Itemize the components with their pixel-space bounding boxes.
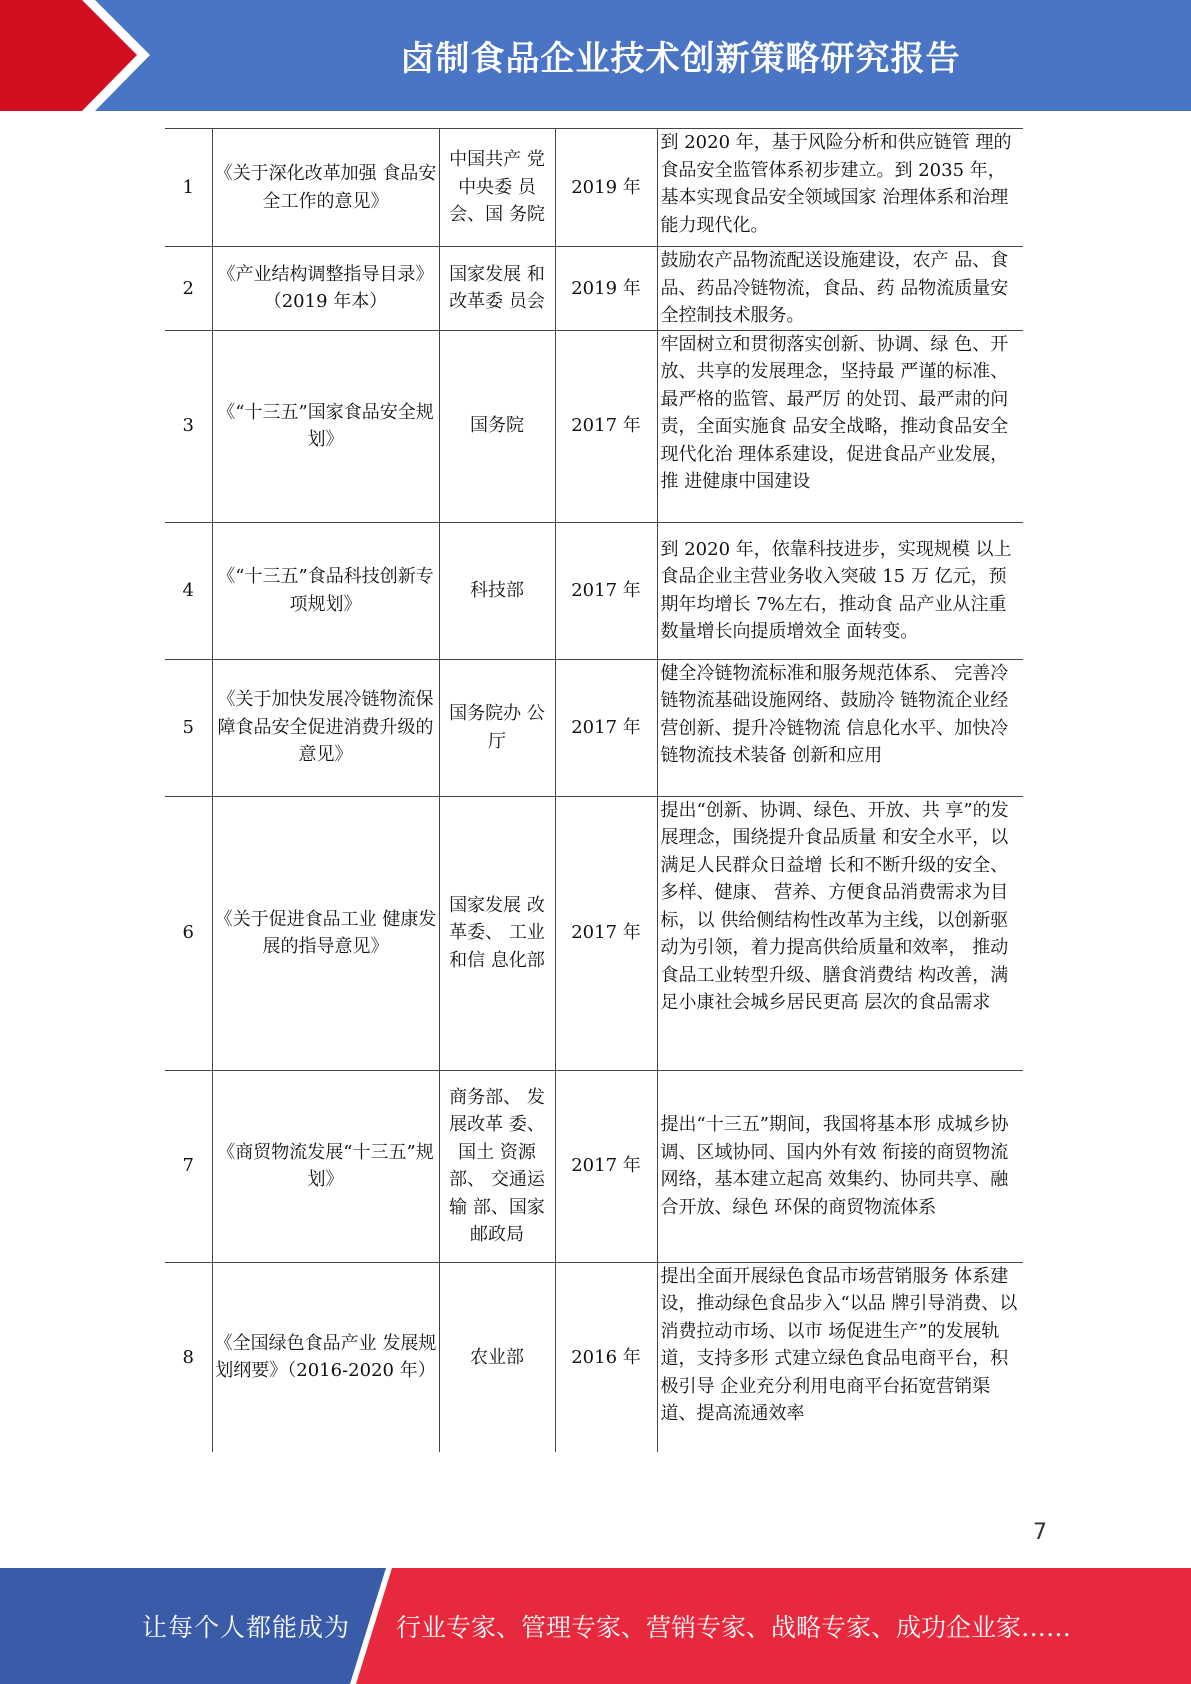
row-number: 5 (165, 659, 212, 796)
page-footer (0, 1568, 1191, 1684)
policy-name: 《关于促进食品工业 健康发展的指导意见》 (212, 796, 439, 1070)
policy-table (165, 128, 1023, 1452)
issue-year: 2019 年 (555, 129, 657, 247)
policy-content: 鼓励农产品物流配送设施建设，农产 品、食品、药品冷链物流，食品、药 品物流质量安全控制技术服务。 (657, 247, 1023, 331)
policy-name: 《全国绿色食品产业 发展规划纲要》（2016-2020 年） (212, 1262, 439, 1452)
table-row (165, 247, 1023, 331)
row-number: 3 (165, 330, 212, 522)
row-number: 7 (165, 1070, 212, 1262)
page-number: 7 (1033, 1520, 1047, 1545)
footer-slogan-left: 让每个人都能成为 (142, 1613, 351, 1642)
policy-content: 提出全面开展绿色食品市场营销服务 体系建设，推动绿色食品步入“以品 牌引导消费、以消费拉动市场、以市 场促进生产”的发展轨道，支持多形 式建立绿色食品电商平台，积极引导 企业充分利用电商平台拓宽营销渠 道、提高流通效率 (657, 1262, 1023, 1452)
footer-slogan-right: 行业专家、管理专家、营销专家、战略专家、成功企业家…… (396, 1613, 1072, 1642)
table-row (165, 129, 1023, 247)
policy-name: 《商贸物流发展“十三五”规划》 (212, 1070, 439, 1262)
table-row (165, 522, 1023, 659)
issue-year: 2017 年 (555, 330, 657, 522)
row-number: 4 (165, 522, 212, 659)
table-row (165, 659, 1023, 796)
policy-name: 《“十三五”食品科技创新专项规划》 (212, 522, 439, 659)
issue-year: 2017 年 (555, 522, 657, 659)
policy-content: 到 2020 年，依靠科技进步，实现规模 以上食品企业主营业务收入突破 15 万 亿元，预期年均增长 7%左右，推动食 品产业从注重数量增长向提质增效全 面转变。 (657, 522, 1023, 659)
policy-content: 牢固树立和贯彻落实创新、协调、绿 色、开放、共享的发展理念，坚持最 严谨的标准、最严格的监管、最严厉 的处罚、最严肃的问责，全面实施食 品安全战略，推动食品安全现代化治 理体系建设，促进食品产业发展，推 进健康中国建设 (657, 330, 1023, 522)
issuing-body: 国务院办 公厅 (439, 659, 555, 796)
page-header (0, 0, 1191, 111)
policy-content: 健全冷链物流标准和服务规范体系、 完善冷链物流基础设施网络、鼓励冷 链物流企业经营创新、提升冷链物流 信息化水平、加快冷链物流技术装备 创新和应用 (657, 659, 1023, 796)
policy-name: 《产业结构调整指导目录》（2019 年本） (212, 247, 439, 331)
row-number: 6 (165, 796, 212, 1070)
policy-name: 《关于加快发展冷链物流保障食品安全促进消费升级的意见》 (212, 659, 439, 796)
issuing-body: 国家发展 改革委、 工业和信 息化部 (439, 796, 555, 1070)
issuing-body: 国务院 (439, 330, 555, 522)
table-row (165, 796, 1023, 1070)
issuing-body: 科技部 (439, 522, 555, 659)
policy-content: 到 2020 年，基于风险分析和供应链管 理的食品安全监管体系初步建立。到 2035 年，基本实现食品安全领域国家 治理体系和治理能力现代化。 (657, 129, 1023, 247)
issuing-body: 农业部 (439, 1262, 555, 1452)
policy-name: 《“十三五”国家食品安全规划》 (212, 330, 439, 522)
policy-content: 提出“十三五”期间，我国将基本形 成城乡协调、区域协同、国内外有效 衔接的商贸物流网络，基本建立起高 效集约、协同共享、融合开放、绿色 环保的商贸物流体系 (657, 1070, 1023, 1262)
issue-year: 2019 年 (555, 247, 657, 331)
issue-year: 2017 年 (555, 659, 657, 796)
table-row (165, 330, 1023, 522)
policy-content: 提出“创新、协调、绿色、开放、共 享”的发展理念，围绕提升食品质量 和安全水平，以满足人民群众日益增 长和不断升级的安全、多样、健康、 营养、方便食品消费需求为目标，以 供给侧结构性改革为主线，以创新驱 动为引领，着力提高供给质量和效率， 推动食品工业转型升级、膳食消费结 构改善，满足小康社会城乡居民更高 层次的食品需求 (657, 796, 1023, 1070)
issue-year: 2016 年 (555, 1262, 657, 1452)
header-red-arrow-icon (0, 0, 150, 111)
policy-name: 《关于深化改革加强 食品安全工作的意见》 (212, 129, 439, 247)
issuing-body: 商务部、 发展改革 委、国土 资源部、 交通运输 部、国家邮政局 (439, 1070, 555, 1262)
table-row (165, 1262, 1023, 1452)
row-number: 2 (165, 247, 212, 331)
table-row (165, 1070, 1023, 1262)
issuing-body: 中国共产 党中央委 员会、国 务院 (439, 129, 555, 247)
issuing-body: 国家发展 和改革委 员会 (439, 247, 555, 331)
issue-year: 2017 年 (555, 796, 657, 1070)
row-number: 8 (165, 1262, 212, 1452)
issue-year: 2017 年 (555, 1070, 657, 1262)
report-title: 卤制食品企业技术创新策略研究报告 (400, 39, 961, 79)
row-number: 1 (165, 129, 212, 247)
